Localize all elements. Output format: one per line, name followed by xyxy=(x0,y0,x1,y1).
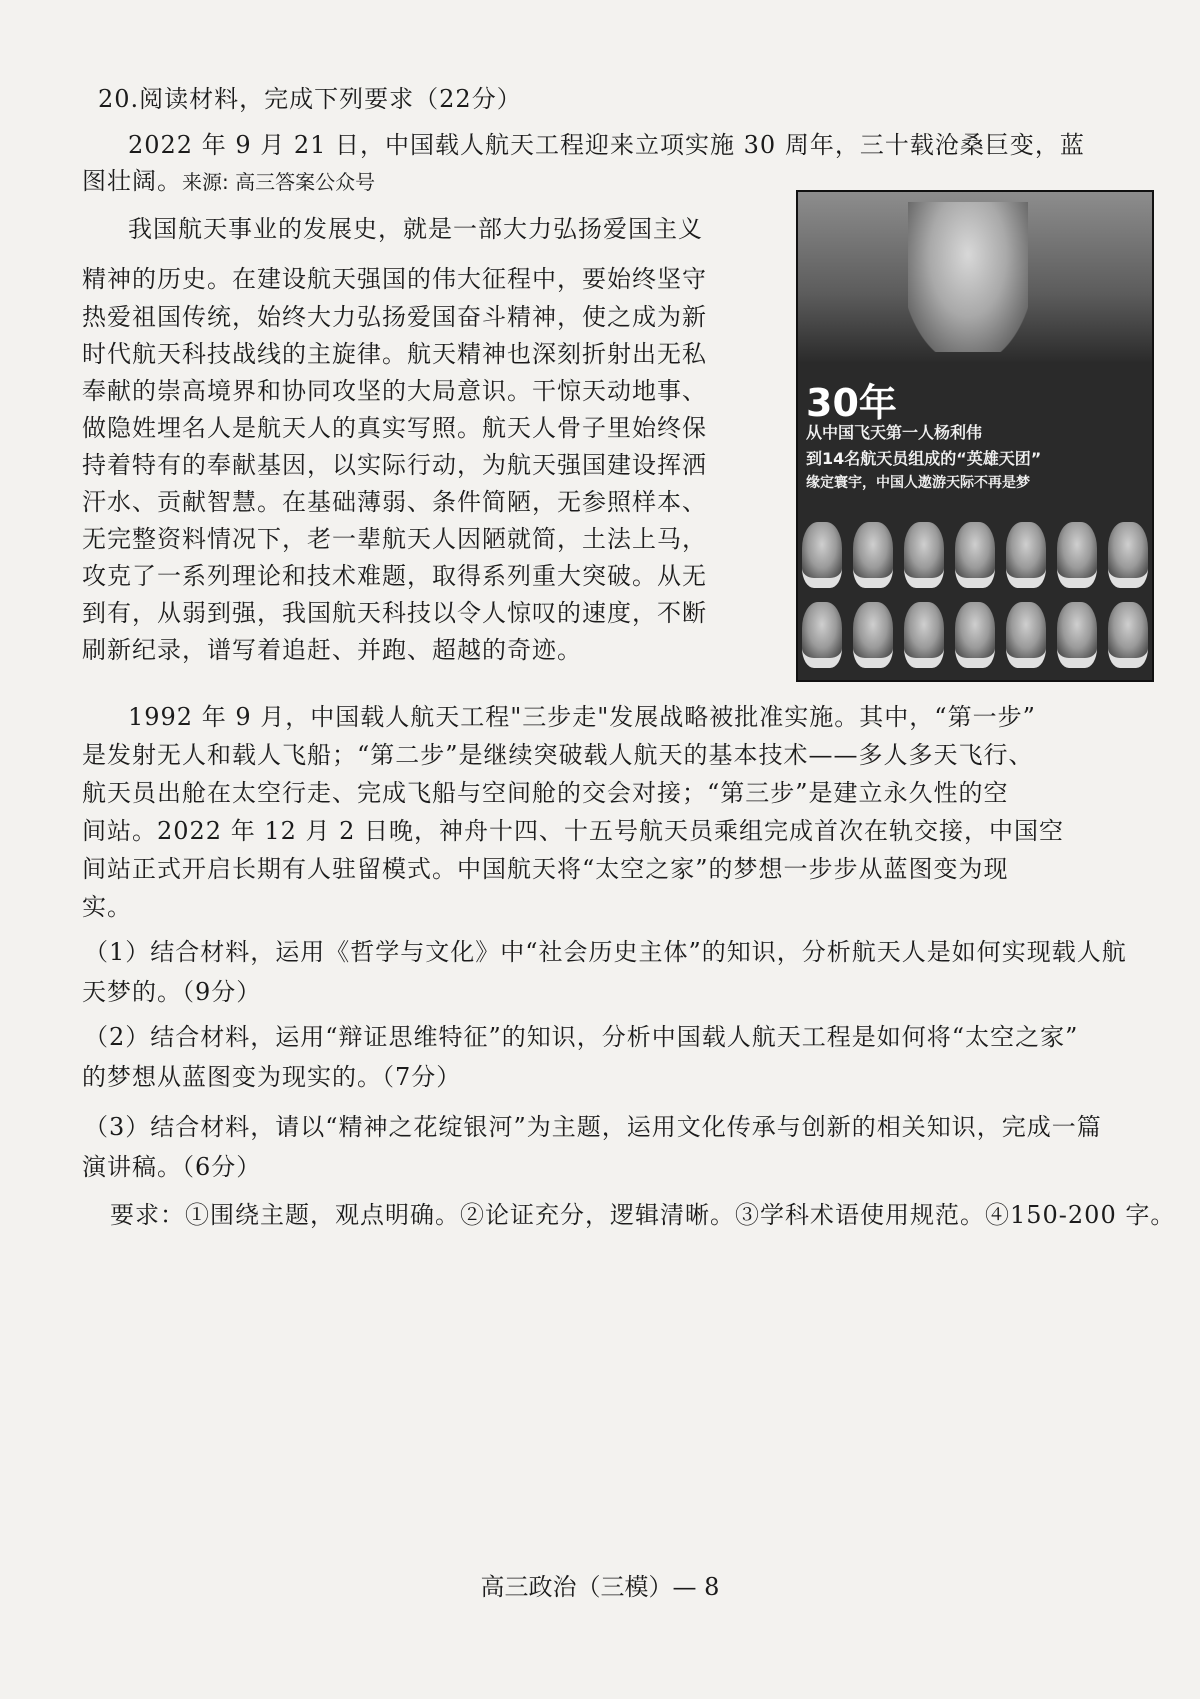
question-title: 20.阅读材料，完成下列要求（22分） xyxy=(98,85,522,113)
task-3-line-1: （3）结合材料，请以“精神之花绽银河”为主题，运用文化传承与创新的相关知识，完成一篇 xyxy=(84,1113,1102,1141)
paragraph-1-end: 图壮阔。 xyxy=(82,167,182,195)
paragraph-2-line: 汗水、贡献智慧。在基础薄弱、条件简陋，无参照样本、 xyxy=(82,488,707,516)
task-3-line-2: 演讲稿。（6分） xyxy=(82,1153,262,1181)
astronaut-portrait-row xyxy=(802,522,1148,588)
astronaut-portrait xyxy=(802,602,842,668)
astronaut-portrait xyxy=(955,602,995,668)
paragraph-2-line: 做隐姓埋名人是航天人的真实写照。航天人骨子里始终保 xyxy=(82,414,707,442)
astronaut-portrait xyxy=(1006,602,1046,668)
astronaut-portrait xyxy=(1108,522,1148,588)
paragraph-2-line: 刷新纪录，谱写着追赶、并跑、超越的奇迹。 xyxy=(82,636,582,664)
paragraph-2-line: 到有，从弱到强，我国航天科技以令人惊叹的速度，不断 xyxy=(82,599,707,627)
task-1-line-2: 天梦的。（9分） xyxy=(82,978,262,1006)
astronaut-portrait xyxy=(904,602,944,668)
astronaut-portrait xyxy=(802,522,842,588)
paragraph-2-line: 奉献的崇高境界和协同攻坚的大局意识。干惊天动地事、 xyxy=(82,377,707,405)
paragraph-3-line: 是发射无人和载人飞船；“第二步”是继续突破载人航天的基本技术——多人多天飞行、 xyxy=(82,741,1034,769)
paragraph-2-line: 攻克了一系列理论和技术难题，取得系列重大突破。从无 xyxy=(82,562,707,590)
paragraph-3-line: 1992 年 9 月，中国载人航天工程"三步走"发展战略被批准实施。其中，“第一步” xyxy=(128,703,1036,731)
poster-banner-line: 从中国飞天第一人杨利伟 xyxy=(806,423,983,442)
astronaut-portrait xyxy=(904,522,944,588)
astronaut-portrait xyxy=(853,602,893,668)
astronaut-portrait xyxy=(955,522,995,588)
paragraph-3-line: 实。 xyxy=(82,893,132,921)
astronaut-portrait-row xyxy=(802,602,1148,668)
astronaut-portrait xyxy=(1057,522,1097,588)
paragraph-2-line: 时代航天科技战线的主旋律。航天精神也深刻折射出无私 xyxy=(82,340,707,368)
paragraph-2-line: 热爱祖国传统，始终大力弘扬爱国奋斗精神，使之成为新 xyxy=(82,303,707,331)
task-2-line-2: 的梦想从蓝图变为现实的。（7分） xyxy=(82,1063,462,1091)
page-footer: 高三政治（三模）— 8 xyxy=(480,1573,720,1601)
task-2-line-1: （2）结合材料，运用“辩证思维特征”的知识，分析中国载人航天工程是如何将“太空之家” xyxy=(84,1023,1079,1051)
astronaut-portrait xyxy=(1108,602,1148,668)
poster-banner-number: 30年 xyxy=(806,381,897,425)
astronaut-portrait xyxy=(1006,522,1046,588)
paragraph-2-line: 无完整资料情况下，老一辈航天人因陋就简，土法上马， xyxy=(82,525,707,553)
paragraph-2-line: 精神的历史。在建设航天强国的伟大征程中，要始终坚守 xyxy=(82,265,707,293)
paragraph-1-line-1: 2022 年 9 月 21 日，中国载人航天工程迎来立项实施 30 周年，三十载沧桑巨变，蓝 xyxy=(128,131,1085,159)
task-1-line-1: （1）结合材料，运用《哲学与文化》中“社会历史主体”的知识，分析航天人是如何实现载人航 xyxy=(84,938,1127,966)
poster-banner-line: 到14名航天员组成的“英雄天团” xyxy=(806,449,1042,468)
paragraph-2-line: 我国航天事业的发展史，就是一部大力弘扬爱国主义 xyxy=(128,215,703,243)
anniversary-poster-image xyxy=(796,190,1154,682)
paragraph-3-line: 间站。2022 年 12 月 2 日晚，神舟十四、十五号航天员乘组完成首次在轨交接，中国空 xyxy=(82,817,1065,845)
paragraph-3-line: 航天员出舱在太空行走、完成飞船与空间舱的交会对接；“第三步”是建立永久性的空 xyxy=(82,779,1009,807)
astronaut-portrait xyxy=(853,522,893,588)
astronaut-figure xyxy=(908,202,1028,352)
astronaut-portrait xyxy=(1057,602,1097,668)
answer-requirements: 要求：①围绕主题，观点明确。②论证充分，逻辑清晰。③学科术语使用规范。④150-200 字。 xyxy=(110,1201,1176,1229)
poster-banner-line: 缘定寰宇，中国人遨游天际不再是梦 xyxy=(806,475,1030,491)
paragraph-3-line: 间站正式开启长期有人驻留模式。中国航天将“太空之家”的梦想一步步从蓝图变为现 xyxy=(82,855,1009,883)
source-note: 来源: 高三答案公众号 xyxy=(182,170,376,194)
paragraph-2-line: 持着特有的奉献基因，以实际行动，为航天强国建设挥洒 xyxy=(82,451,707,479)
